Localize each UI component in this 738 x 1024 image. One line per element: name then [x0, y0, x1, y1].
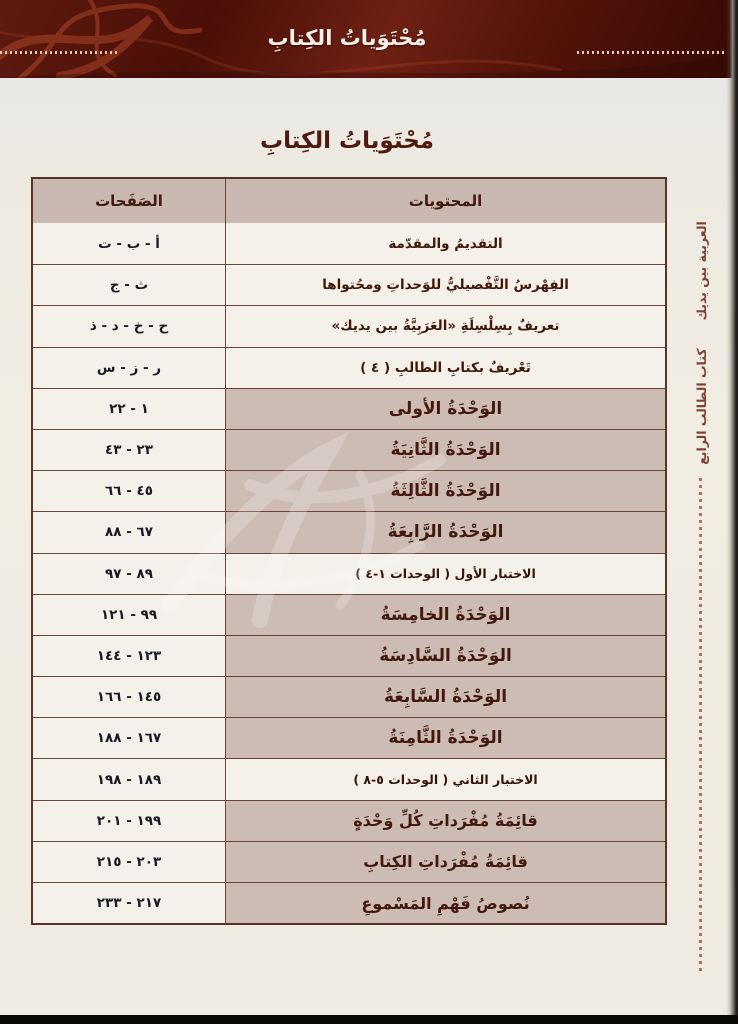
table-row [33, 388, 665, 429]
table-row [33, 223, 665, 264]
table-row [33, 347, 665, 388]
table-row [33, 511, 665, 552]
pages-cell: ١٨٩ - ١٩٨ [33, 759, 226, 799]
contents-cell: الوَحْدَةُ السَّابِعَةُ [226, 677, 665, 717]
table-row [33, 800, 665, 841]
contents-cell: قائِمَةُ مُفْرَداتِ الكِتابِ [226, 842, 665, 882]
table-row [33, 882, 665, 923]
pages-cell: ٢١٧ - ٢٣٣ [33, 883, 226, 923]
table-row [33, 553, 665, 594]
table-row [33, 470, 665, 511]
pages-cell: ٨٩ - ٩٧ [33, 554, 226, 594]
header-band [0, 0, 738, 78]
band-title: مُحْتَوَياتُ الكِتابِ [267, 26, 427, 50]
table-row [33, 758, 665, 799]
table-header-row [33, 179, 665, 223]
table-row [33, 429, 665, 470]
book-title-label: كتاب الطالب الرابع [693, 348, 709, 465]
contents-cell: تَعْريفٌ بكتابِ الطالبِ ( ٤ ) [226, 348, 665, 388]
contents-cell: تعريفٌ بِسِلْسِلَةِ «العَرَبِيَّةُ بين يديك» [226, 306, 665, 346]
contents-cell: الوَحْدَةُ السَّادِسَةُ [226, 636, 665, 676]
pages-cell: ١٤٥ - ١٦٦ [33, 677, 226, 717]
contents-cell: الوَحْدَةُ الأولى [226, 389, 665, 429]
dotted-divider-right [577, 51, 727, 54]
pages-cell: ح - خ - د - ذ [33, 306, 226, 346]
contents-cell: الوَحْدَةُ الثَّانِيَةُ [226, 430, 665, 470]
contents-cell: التقديمُ والمقدّمة [226, 223, 665, 264]
pages-cell: ٤٥ - ٦٦ [33, 471, 226, 511]
table-row [33, 717, 665, 758]
table-row [33, 594, 665, 635]
page-title: مُحْتَوَياتُ الكِتابِ [259, 128, 435, 154]
contents-cell: الوَحْدَةُ الخامِسَةُ [226, 595, 665, 635]
pages-cell: ١٦٧ - ١٨٨ [33, 718, 226, 758]
table-row [33, 676, 665, 717]
pages-cell: ٦٧ - ٨٨ [33, 512, 226, 552]
contents-cell: الوَحْدَةُ الثَّامِنَةُ [226, 718, 665, 758]
pages-cell: ث - ج [33, 265, 226, 305]
contents-cell: الوَحْدَةُ الرَّابِعَةُ [226, 512, 665, 552]
contents-cell: الاختبار الثاني ( الوحدات ٥-٨ ) [226, 759, 665, 799]
contents-table [31, 177, 667, 925]
pages-cell: ١٩٩ - ٢٠١ [33, 801, 226, 841]
spine-caption [692, 217, 710, 469]
dotted-divider-left [0, 51, 117, 54]
spine-dotted-divider [699, 478, 702, 975]
contents-cell: قائِمَةُ مُفْرَداتِ كُلِّ وَحْدَةٍ [226, 801, 665, 841]
pages-cell: ٢٣ - ٤٣ [33, 430, 226, 470]
table-row [33, 264, 665, 305]
page-edge-right [726, 0, 738, 1024]
pages-cell: ٢٠٣ - ٢١٥ [33, 842, 226, 882]
pages-cell: ١٢٣ - ١٤٤ [33, 636, 226, 676]
contents-cell: الوَحْدَةُ الثَّالِثَةُ [226, 471, 665, 511]
table-row [33, 841, 665, 882]
pages-cell: أ - ب - ت [33, 223, 226, 264]
table-row [33, 635, 665, 676]
contents-table-body [33, 223, 665, 923]
contents-cell: الاختبار الأول ( الوحدات ١-٤ ) [226, 554, 665, 594]
pages-cell: ١ - ٢٢ [33, 389, 226, 429]
series-title-label: العربية بين يديك [693, 221, 709, 321]
contents-cell: نُصوصُ فَهْمِ المَسْموعِ [226, 883, 665, 923]
pages-cell: ٩٩ - ١٢١ [33, 595, 226, 635]
table-row [33, 305, 665, 346]
page-edge-bottom [0, 1015, 738, 1024]
pages-cell: ر - ز - س [33, 348, 226, 388]
pages-column-header: الصَفَحات [33, 179, 226, 223]
contents-cell: الفِهْرسُ التَّفْصيليُّ للوَحداتِ ومحُتواها [226, 265, 665, 305]
contents-column-header: المحتويات [226, 179, 665, 223]
